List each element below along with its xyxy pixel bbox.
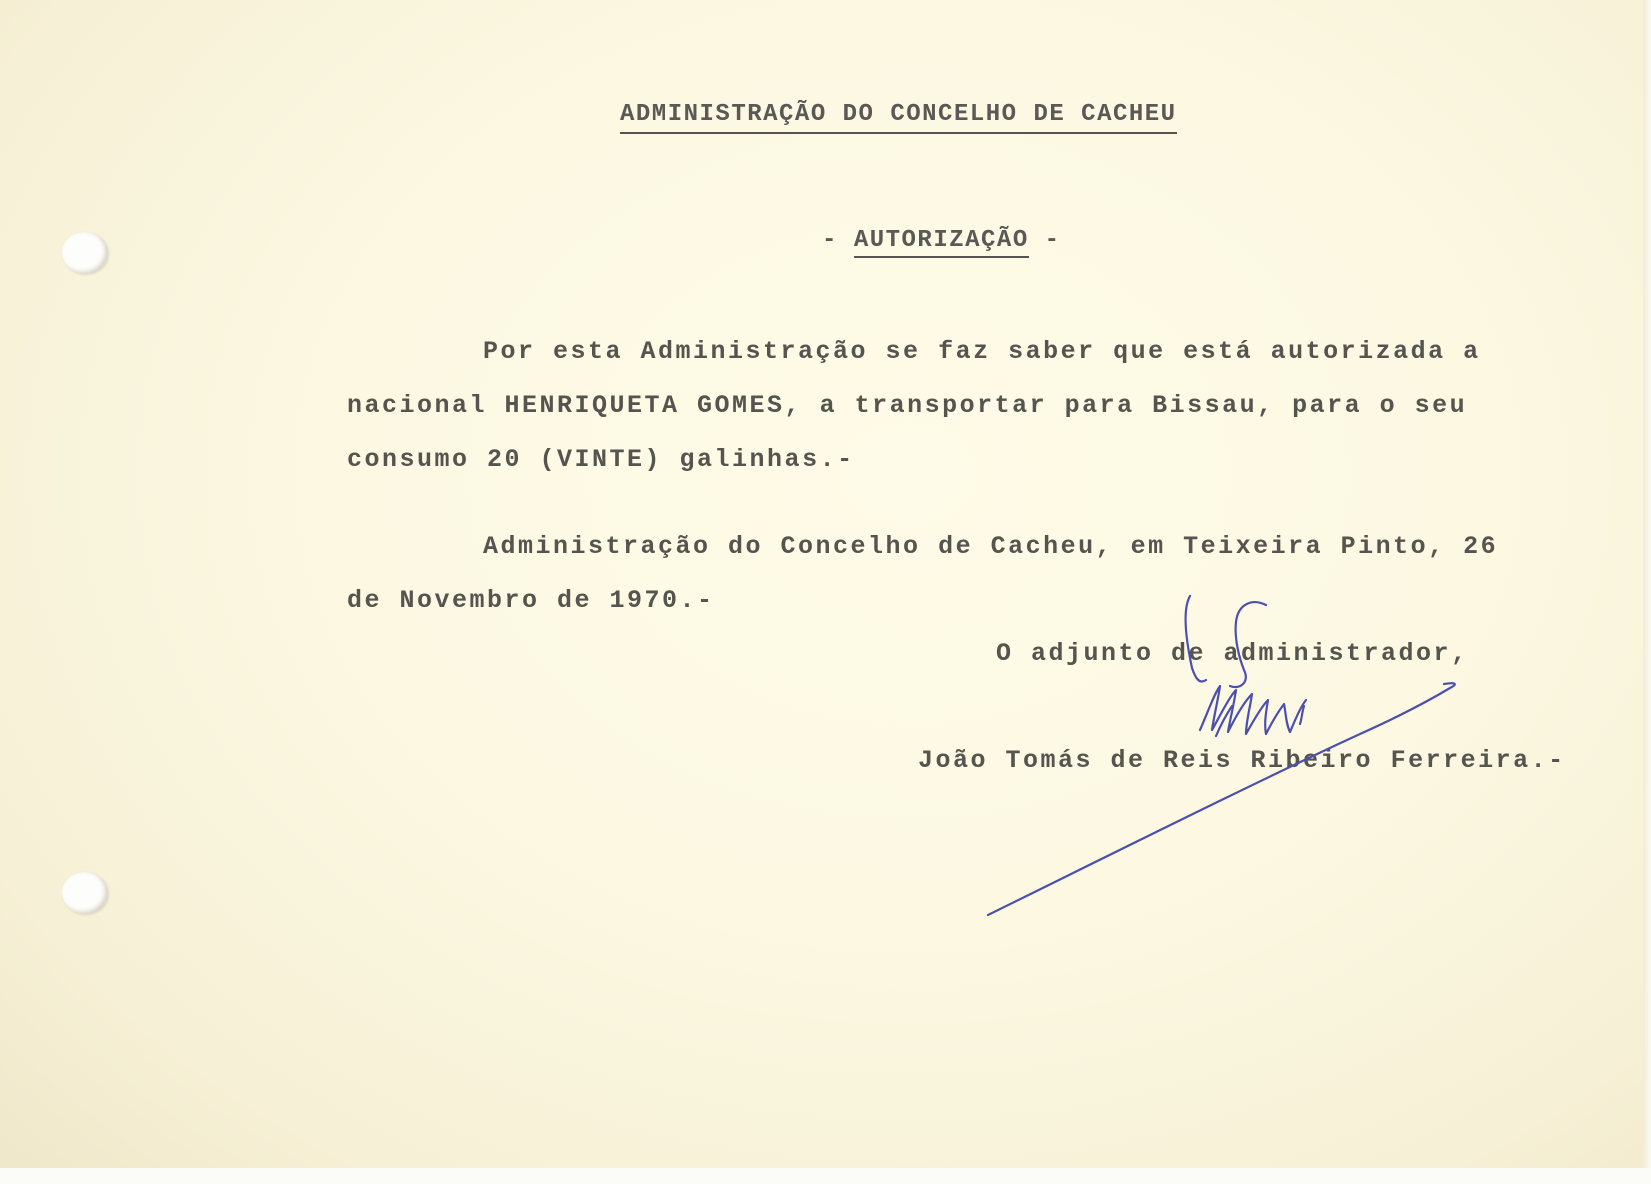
punch-hole-bottom (62, 872, 108, 914)
signatory-title: O adjunto de administrador, (996, 639, 1469, 668)
body-line-3: consumo 20 (VINTE) galinhas.- (347, 445, 855, 474)
punch-hole-top (62, 232, 108, 274)
heading-prefix: - (822, 227, 854, 254)
body-line-1: Por esta Administração se faz saber que está autorizada a (483, 337, 1481, 366)
signatory-name: João Tomás de Reis Ribeiro Ferreira.- (918, 746, 1566, 775)
paper-right-edge (1643, 0, 1651, 1184)
body-line-2: nacional HENRIQUETA GOMES, a transportar para Bissau, para o seu (347, 391, 1468, 420)
heading-title: AUTORIZAÇÃO (854, 227, 1029, 258)
document-heading (822, 226, 1061, 256)
heading-suffix: - (1028, 227, 1061, 254)
paper-bottom-edge (0, 1168, 1651, 1184)
document-header: ADMINISTRAÇÃO DO CONCELHO DE CACHEU (620, 100, 1177, 134)
closing-line-1: Administração do Concelho de Cacheu, em Teixeira Pinto, 26 (483, 532, 1499, 561)
closing-line-2: de Novembro de 1970.- (347, 586, 715, 615)
